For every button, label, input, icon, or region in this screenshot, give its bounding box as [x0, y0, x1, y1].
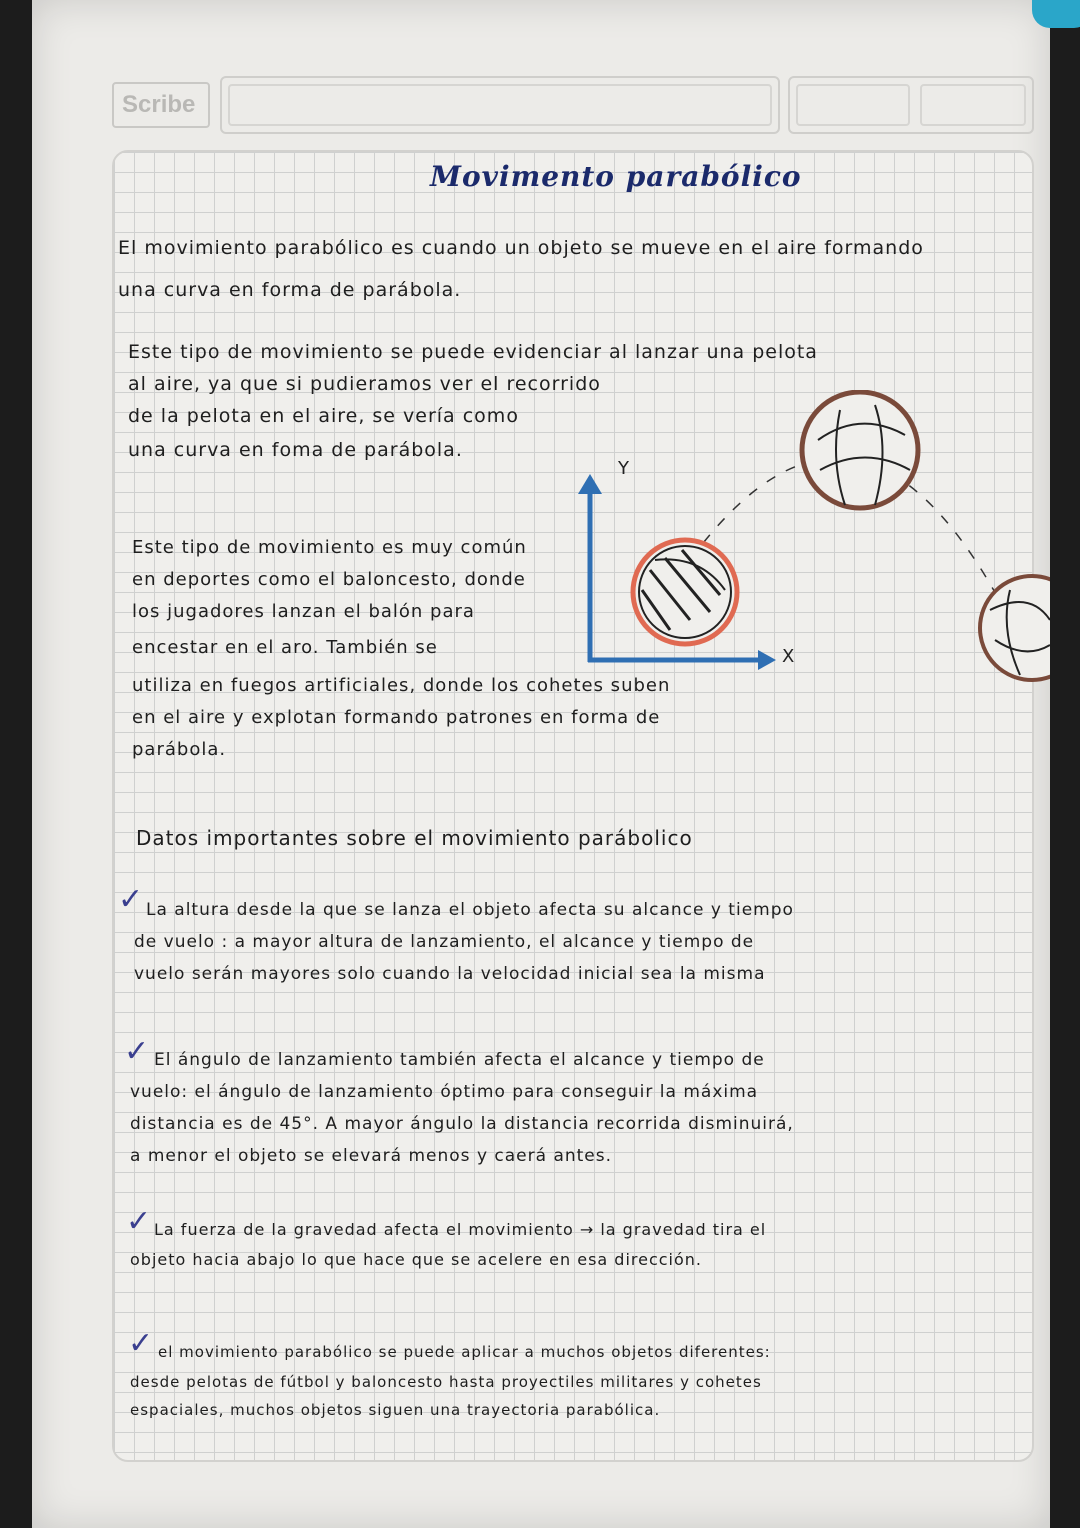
paragraph2-line: en deportes como el baloncesto, donde — [132, 569, 526, 590]
fact-line: distancia es de 45°. A mayor ángulo la distancia recorrida disminuirá, — [130, 1114, 794, 1134]
check-icon: ✓ — [128, 1326, 154, 1361]
paragraph2-line: utiliza en fuegos artificiales, donde los cohetes suben — [132, 675, 671, 696]
paragraph1-line: Este tipo de movimiento se puede evidenciar al lanzar una pelota — [128, 341, 818, 363]
fact-line: objeto hacia abajo lo que hace que se acelere en esa dirección. — [130, 1250, 703, 1269]
paragraph1-line: al aire, ya que si pudieramos ver el recorrido — [128, 373, 601, 395]
page-title: Movimento parabólico — [430, 160, 802, 193]
x-axis-arrow-icon — [758, 650, 776, 670]
fact-line: espaciales, muchos objetos siguen una trayectoria parabólica. — [130, 1401, 661, 1419]
notebook-tab — [1032, 0, 1080, 28]
fact-line: el movimiento parabólico se puede aplicar a muchos objetos diferentes: — [158, 1343, 771, 1361]
header-number-box — [788, 76, 1034, 134]
ball-icon — [802, 392, 918, 508]
ball-icon — [633, 540, 737, 644]
y-axis-label: Y — [618, 458, 629, 479]
paragraph2-line: encestar en el aro. También se — [132, 637, 438, 658]
check-icon: ✓ — [118, 882, 144, 917]
paragraph2-line: los jugadores lanzan el balón para — [132, 601, 475, 622]
y-axis-arrow-icon — [578, 474, 602, 494]
paragraph2-line: Este tipo de movimiento es muy común — [132, 537, 527, 558]
paragraph1-line: una curva en foma de parábola. — [128, 439, 463, 461]
x-axis-label: X — [782, 646, 795, 667]
brand-logo: Scribe — [112, 82, 210, 128]
intro-line: El movimiento parabólico es cuando un objeto se mueve en el aire formando — [118, 237, 924, 259]
fact-line: vuelo serán mayores solo cuando la velocidad inicial sea la misma — [134, 964, 766, 984]
ball-icon — [980, 576, 1050, 680]
fact-line: vuelo: el ángulo de lanzamiento óptimo para conseguir la máxima — [130, 1082, 759, 1102]
check-icon: ✓ — [124, 1034, 150, 1069]
paragraph1-line: de la pelota en el aire, se vería como — [128, 405, 519, 427]
fact-line: a menor el objeto se elevará menos y caerá antes. — [130, 1146, 613, 1166]
fact-line: La fuerza de la gravedad afecta el movimiento → la gravedad tira el — [154, 1220, 767, 1239]
fact-line: desde pelotas de fútbol y baloncesto hasta proyectiles militares y cohetes — [130, 1373, 762, 1391]
paragraph2-line: en el aire y explotan formando patrones en forma de — [132, 707, 661, 728]
check-icon: ✓ — [126, 1204, 152, 1239]
facts-heading: Datos importantes sobre el movimiento parábolico — [136, 826, 693, 850]
header-date-box — [220, 76, 780, 134]
parabola-diagram — [570, 390, 1050, 690]
fact-line: de vuelo : a mayor altura de lanzamiento, el alcance y tiempo de — [134, 932, 755, 952]
fact-line: La altura desde la que se lanza el objeto afecta su alcance y tiempo — [146, 900, 794, 920]
paragraph2-line: parábola. — [132, 739, 227, 760]
intro-line: una curva en forma de parábola. — [118, 279, 462, 301]
fact-line: El ángulo de lanzamiento también afecta el alcance y tiempo de — [154, 1050, 765, 1070]
